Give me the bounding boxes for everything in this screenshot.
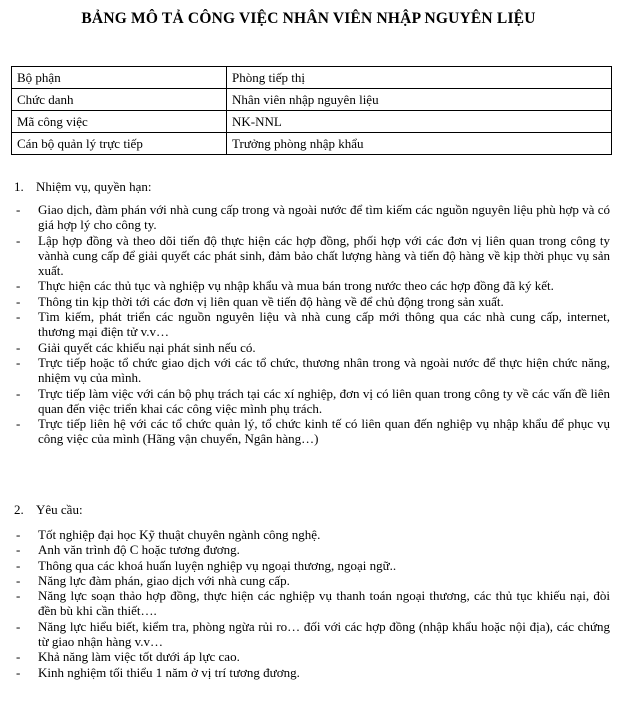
list-item: - Trực tiếp liên hệ với các tổ chức quản lý, tổ chức kinh tế có liên quan đến nghiệp vụ nhập khẩu để phục vụ công việc của mình (Hãng vận chuyển, Ngân hàng…) xyxy=(14,416,610,447)
section-heading-text: Yêu cầu: xyxy=(36,502,83,517)
list-item: - Anh văn trình độ C hoặc tương đương. xyxy=(14,542,610,557)
info-value: Nhân viên nhập nguyên liệu xyxy=(227,89,612,111)
list-item: - Kinh nghiệm tối thiểu 1 năm ở vị trí tương đương. xyxy=(14,665,610,680)
list-item: - Thông tin kịp thời tới các đơn vị liên quan về tiến độ hàng về để chủ động trong sản xuất. xyxy=(14,294,610,309)
job-info-table xyxy=(11,66,612,155)
list-item: - Trực tiếp làm việc với cán bộ phụ trách tại các xí nghiệp, đơn vị có liên quan trong công ty về các vấn đề liên quan đến việc triển khai các công việc mình phụ trách. xyxy=(14,386,610,417)
list-item: - Giao dịch, đàm phán với nhà cung cấp trong và ngoài nước để tìm kiếm các nguồn nguyên liệu phù hợp và có giá hợp lý cho công ty. xyxy=(14,202,610,233)
section-heading-text: Nhiệm vụ, quyền hạn: xyxy=(36,179,152,194)
info-value: Trưởng phòng nhập khẩu xyxy=(227,133,612,155)
list-item: - Khả năng làm việc tốt dưới áp lực cao. xyxy=(14,649,610,664)
list-item: - Năng lực soạn thảo hợp đồng, thực hiện các nghiệp vụ thanh toán ngoại thương, các thủ tục khiếu nại, đòi đền bù khi cần thiết…. xyxy=(14,588,610,619)
section-number: 2. xyxy=(14,502,24,517)
info-row xyxy=(12,111,612,133)
info-row xyxy=(12,133,612,155)
list-item: - Tốt nghiệp đại học Kỹ thuật chuyên ngành công nghệ. xyxy=(14,527,610,542)
info-value: Phòng tiếp thị xyxy=(227,67,612,89)
info-row xyxy=(12,89,612,111)
info-label: Mã công việc xyxy=(12,111,227,133)
list-item: - Giải quyết các khiếu nại phát sinh nếu có. xyxy=(14,340,610,355)
list-item: - Trực tiếp hoặc tổ chức giao dịch với các tổ chức, thương nhân trong và ngoài nước để thực hiện chức năng, nhiệm vụ của mình. xyxy=(14,355,610,386)
section-number: 1. xyxy=(14,179,24,194)
list-item: - Năng lực hiểu biết, kiểm tra, phòng ngừa rủi ro… đối với các hợp đồng (nhập khẩu hoặc nội địa), các chứng từ giao nhận hàng v.v… xyxy=(14,619,610,650)
list-item: - Thực hiện các thủ tục và nghiệp vụ nhập khẩu và mua bán trong nước theo các hợp đồng đã ký kết. xyxy=(14,278,610,293)
list-item: - Tìm kiếm, phát triển các nguồn nguyên liệu và nhà cung cấp mới thông qua các nhà cung cấp, internet, thương mại điện tử v.v… xyxy=(14,309,610,340)
document-title: BẢNG MÔ TẢ CÔNG VIỆC NHÂN VIÊN NHẬP NGUYÊN LIỆU xyxy=(81,10,536,27)
info-value: NK-NNL xyxy=(227,111,612,133)
section-heading xyxy=(14,176,610,198)
list-item: - Thông qua các khoá huấn luyện nghiệp vụ ngoại thương, ngoại ngữ.. xyxy=(14,558,610,573)
info-label: Bộ phận xyxy=(12,67,227,89)
list-item: - Năng lực đàm phán, giao dịch với nhà cung cấp. xyxy=(14,573,610,588)
requirements-list xyxy=(14,527,610,680)
section-requirements xyxy=(14,499,610,680)
list-item: - Lập hợp đồng và theo dõi tiến độ thực hiện các hợp đồng, phối hợp với các đơn vị liên quan trong công ty vànhà cung cấp để giải quyết các phát sinh, đảm bảo chất lượng hàng và tiến độ hàng về kịp thời phục vụ sản xuất. xyxy=(14,233,610,279)
section-heading xyxy=(14,499,610,521)
info-label: Cán bộ quản lý trực tiếp xyxy=(12,133,227,155)
duties-list xyxy=(14,202,610,447)
section-duties xyxy=(14,176,610,447)
info-label: Chức danh xyxy=(12,89,227,111)
info-row xyxy=(12,67,612,89)
